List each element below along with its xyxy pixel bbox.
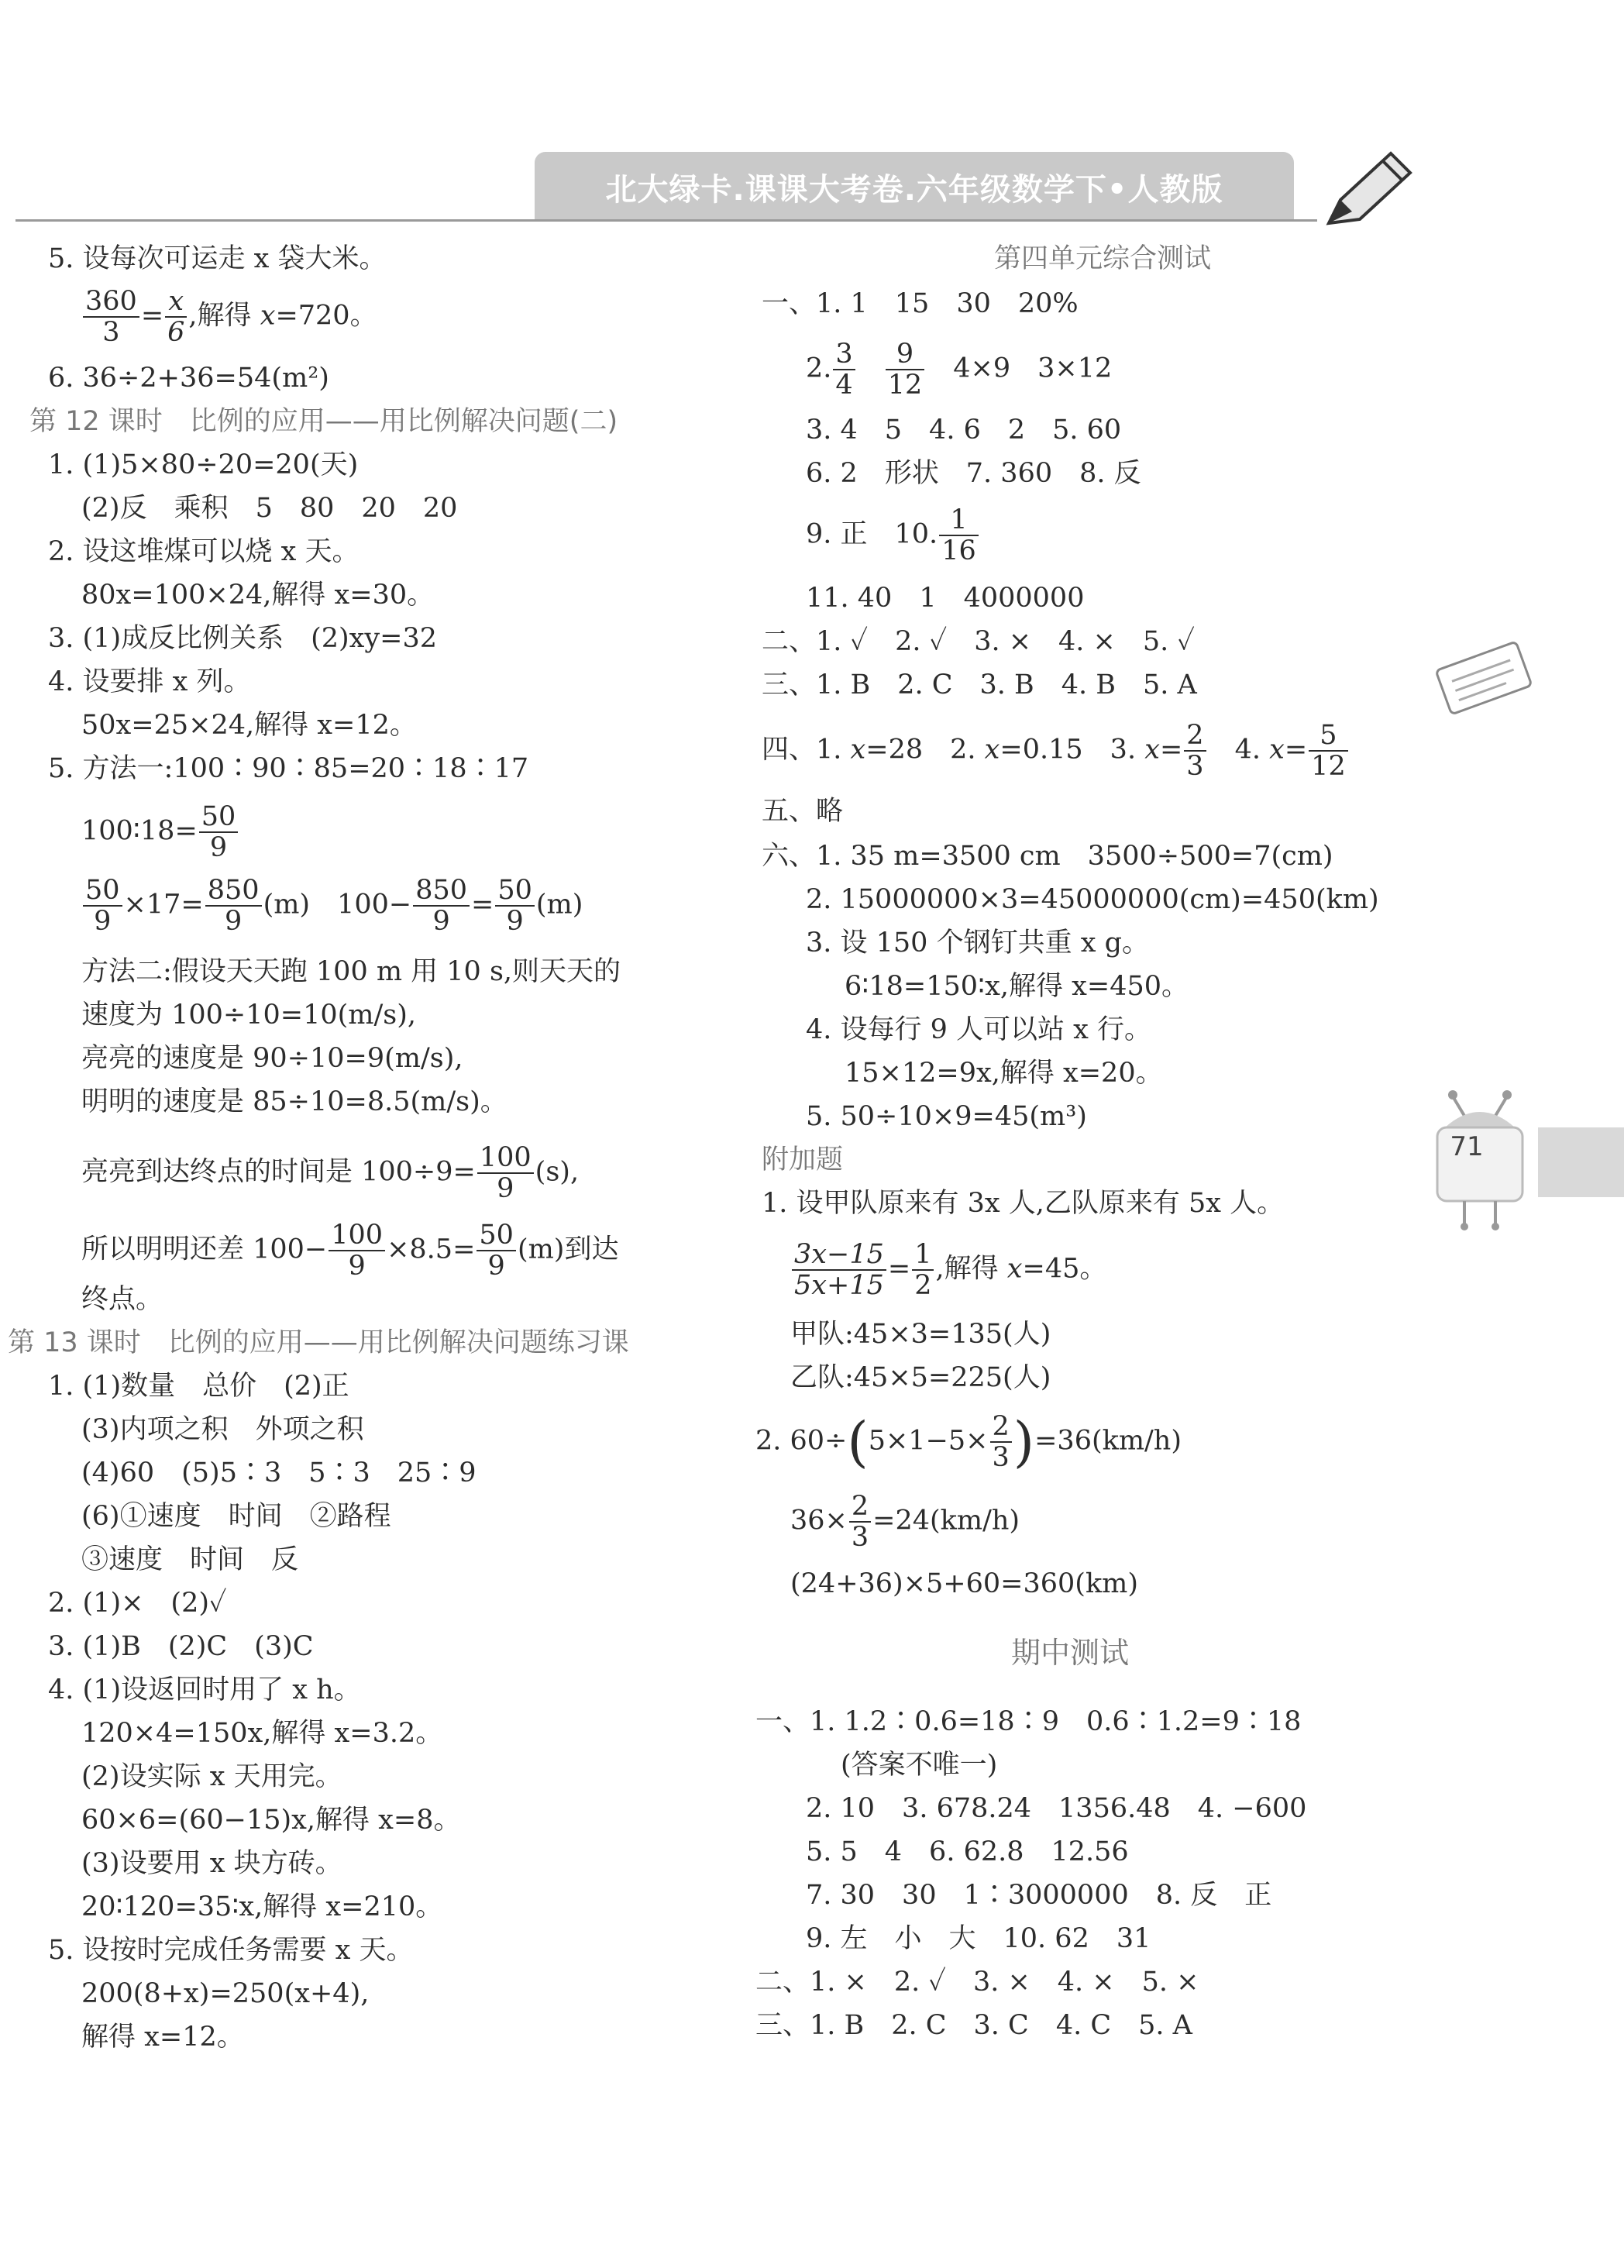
answer-line: 200(8+x)=250(x+4), [81, 1978, 370, 2009]
fraction: $\frac{850}{9}$ [205, 876, 262, 936]
answer-line: 三、1. B 2. C 3. C 4. C 5. A [755, 2010, 1192, 2041]
answer-line: 明明的速度是 85÷10=8.5(m/s)。 [81, 1086, 508, 1117]
answer-line-with-fraction: 2. $\frac{3}{4}$ $\frac{9}{12}$ 4×9 3×12 [806, 339, 1113, 401]
answer-line: 三、1. B 2. C 3. B 4. B 5. A [762, 669, 1197, 700]
fraction: $\frac{1}{2}$ [912, 1240, 934, 1300]
fraction: $\frac{100}{9}$ [329, 1220, 385, 1281]
answer-line-with-fraction: $\frac{3x-15}{5x+15}$ = $\frac{1}{2}$ ,解得 x=45。 [790, 1240, 1106, 1300]
answer-line: ③速度 时间 反 [81, 1544, 299, 1575]
answer-line-with-fraction: 所以明明还差 100− $\frac{100}{9}$ ×8.5= $\frac{50}{9}$ (m)到达 [81, 1220, 619, 1282]
answer-line: 亮亮的速度是 90÷10=9(m/s), [81, 1043, 463, 1074]
fraction: $\frac{3}{4}$ [833, 339, 855, 400]
answer-line: 5. 50÷10×9=45(m³) [806, 1101, 1087, 1132]
answer-line: 11. 40 1 4000000 [806, 583, 1085, 614]
answer-line: 4. 设每行 9 人可以站 x 行。 [806, 1014, 1152, 1045]
answer-line: 3. 4 5 4. 6 2 5. 60 [806, 415, 1122, 446]
answer-line-with-fraction: 亮亮到达终点的时间是 100÷9= $\frac{100}{9}$ (s), [81, 1142, 580, 1204]
section-heading: 第四单元综合测试 [994, 243, 1212, 274]
answer-line: 15×12=9x,解得 x=20。 [845, 1058, 1163, 1089]
fraction: $\frac{50}{9}$ [495, 876, 535, 936]
answer-line-with-fraction: $\frac{50}{9}$ ×17= $\frac{850}{9}$ (m) 100− $\frac{850}{9}$ = $\frac{50}{9}$ (m) [81, 876, 583, 936]
answer-line: 4. (1)设返回时用了 x h。 [48, 1674, 361, 1705]
answer-line: 5. 5 4 6. 62.8 12.56 [806, 1836, 1129, 1867]
fraction: $\frac{9}{12}$ [886, 339, 925, 400]
answer-line: 1. (1)5×80÷20=20(天) [48, 449, 359, 480]
answer-line: 2. (1)× (2)✓ [48, 1588, 227, 1619]
answer-line: (4)60 (5)5∶3 5∶3 25∶9 [81, 1458, 477, 1488]
fraction: $\frac{2}{3}$ [1184, 721, 1206, 781]
fraction: $\frac{50}{9}$ [199, 802, 239, 862]
fraction: $\frac{100}{9}$ [477, 1143, 534, 1203]
fraction: $\frac{360}{3}$ [83, 287, 139, 347]
answer-line: 二、1. ✓ 2. ✓ 3. × 4. × 5. ✓ [762, 626, 1195, 657]
answer-line: 120×4=150x,解得 x=3.2。 [81, 1718, 443, 1749]
pencil-icon [1317, 146, 1418, 231]
answer-line: 5. 设按时完成任务需要 x 天。 [48, 1935, 414, 1966]
answer-line: 7. 30 30 1∶3000000 8. 反 正 [806, 1880, 1272, 1911]
answer-line: 60×6=(60−15)x,解得 x=8。 [81, 1805, 461, 1836]
answer-line: 3. (1)B (2)C (3)C [48, 1631, 314, 1662]
fraction: $\frac{x}{6}$ [165, 287, 187, 347]
answer-line: 20∶120=35∶x,解得 x=210。 [81, 1891, 443, 1922]
header-rule [15, 219, 1317, 222]
answer-line: (24+36)×5+60=360(km) [790, 1568, 1139, 1599]
stamp-icon [1426, 635, 1542, 721]
fraction: $\frac{50}{9}$ [83, 876, 122, 936]
answer-line: 二、1. × 2. ✓ 3. × 4. × 5. × [755, 1967, 1199, 1998]
answer-line: 一、1. 1 15 30 20% [762, 288, 1079, 319]
answer-line-with-fraction: 100∶18= $\frac{50}{9}$ [81, 802, 239, 862]
fraction: $\frac{2}{3}$ [990, 1412, 1012, 1472]
answer-line: 解得 x=12。 [81, 2022, 244, 2053]
answer-line: 方法二:假设天天跑 100 m 用 10 s,则天天的 [81, 956, 621, 987]
answer-line: (3)设要用 x 块方砖。 [81, 1848, 342, 1879]
answer-line: 一、1. 1.2∶0.6=18∶9 0.6∶1.2=9∶18 [755, 1706, 1302, 1737]
answer-line: (3)内项之积 外项之积 [81, 1414, 364, 1445]
answer-line: 终点。 [81, 1284, 163, 1315]
answer-line: 2. 设这堆煤可以烧 x 天。 [48, 536, 360, 567]
section-heading: 附加题 [762, 1144, 844, 1175]
answer-line-with-fraction: 9. 正 10. $\frac{1}{16}$ [806, 505, 980, 566]
section-title: 期中测试 [1011, 1636, 1130, 1670]
answer-line-with-fraction: 2. 60÷(5×1−5× $\frac{2}{3}$ )=36(km/h) [755, 1410, 1182, 1474]
answer-line: (2)反 乘积 5 80 20 20 [81, 493, 458, 524]
answer-line: 6. 2 形状 7. 360 8. 反 [806, 458, 1141, 489]
page-number: 71 [1450, 1131, 1484, 1162]
fraction: $\frac{50}{9}$ [477, 1220, 516, 1281]
answer-line: 2. 15000000×3=45000000(cm)=450(km) [806, 884, 1379, 915]
answer-line: 4. 设要排 x 列。 [48, 666, 251, 697]
answer-line: 5. 方法一:100∶90∶85=20∶18∶17 [48, 753, 529, 784]
answer-line: 1. (1)数量 总价 (2)正 [48, 1371, 349, 1402]
page-tab [1538, 1127, 1624, 1197]
answer-line: 3. 设 150 个钢钉共重 x g。 [806, 928, 1149, 958]
answer-line: 5. 设每次可运走 x 袋大米。 [48, 243, 387, 274]
answer-line: 五、略 [762, 796, 844, 827]
answer-line-with-fraction: $\frac{360}{3}$ = $\frac{x}{6}$ ,解得 x=720。 [81, 287, 377, 347]
answer-line-with-fraction: 36× $\frac{2}{3}$ =24(km/h) [790, 1491, 1020, 1553]
answer-line: 乙队:45×5=225(人) [790, 1362, 1051, 1393]
answer-line: 50x=25×24,解得 x=12。 [81, 710, 417, 741]
answer-line: 6. 36÷2+36=54(m²) [48, 363, 329, 394]
fraction: $\frac{3x-15}{5x+15}$ [792, 1240, 886, 1300]
answer-line: 2. 10 3. 678.24 1356.48 4. −600 [806, 1793, 1307, 1824]
fraction: $\frac{2}{3}$ [849, 1492, 871, 1552]
fraction: $\frac{1}{16}$ [939, 505, 979, 566]
answer-line: 9. 左 小 大 10. 62 31 [806, 1923, 1151, 1954]
section-heading: 第 13 课时 比例的应用——用比例解决问题练习课 [8, 1327, 629, 1358]
answer-line: (6)①速度 时间 ②路程 [81, 1501, 391, 1532]
answer-line: 六、1. 35 m=3500 cm 3500÷500=7(cm) [762, 841, 1333, 872]
answer-line: 6∶18=150∶x,解得 x=450。 [845, 971, 1189, 1002]
answer-line: 80x=100×24,解得 x=30。 [81, 580, 435, 611]
fraction: $\frac{5}{12}$ [1309, 721, 1348, 781]
fraction: $\frac{850}{9}$ [413, 876, 470, 936]
header-banner: 北大绿卡.课课大考卷.六年级数学下•人教版 [535, 152, 1294, 222]
answer-line: (答案不唯一) [841, 1750, 998, 1781]
section-heading: 第 12 课时 比例的应用——用比例解决问题(二) [29, 406, 618, 437]
answer-line: 1. 设甲队原来有 3x 人,乙队原来有 5x 人。 [762, 1188, 1285, 1219]
answer-line: 甲队:45×3=135(人) [790, 1319, 1051, 1350]
answer-line: 速度为 100÷10=10(m/s), [81, 1000, 417, 1031]
answer-line: (2)设实际 x 天用完。 [81, 1761, 342, 1792]
answer-line-with-fraction: 四、1. x=28 2. x=0.15 3. x= $\frac{2}{3}$ 4. x= $\frac{5}{12}$ [762, 721, 1350, 781]
answer-line: 3. (1)成反比例关系 (2)xy=32 [48, 623, 438, 654]
